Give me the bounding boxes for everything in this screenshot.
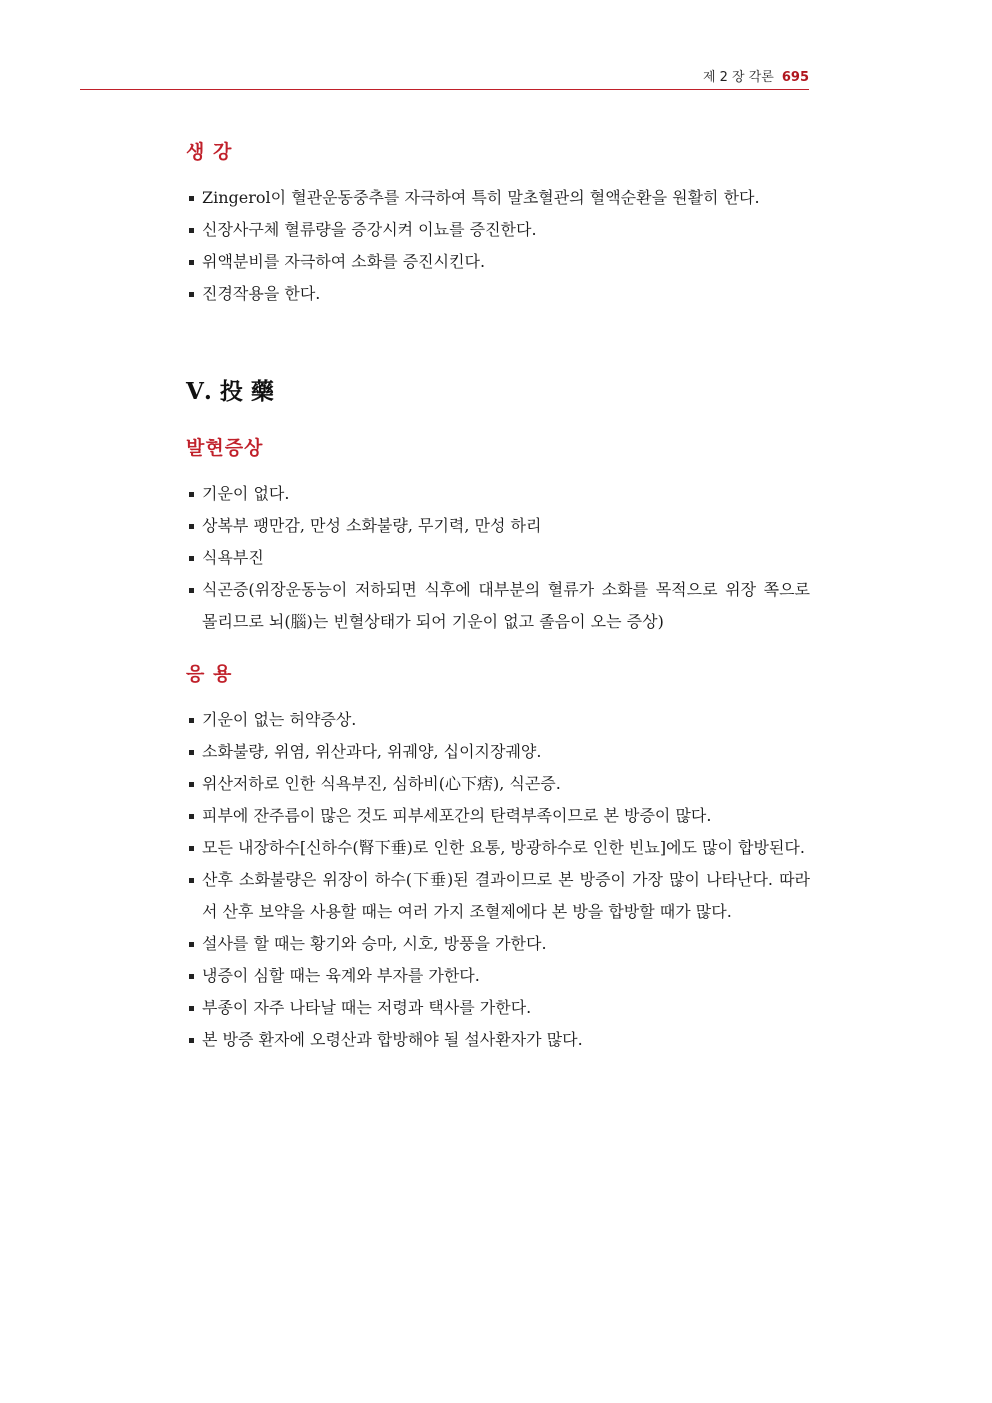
list-item: 진경작용을 한다. bbox=[186, 278, 810, 310]
list-item: 식욕부진 bbox=[186, 542, 810, 574]
page-body bbox=[186, 134, 810, 1056]
list-item: 위산저하로 인한 식욕부진, 심하비(心下痞), 식곤증. bbox=[186, 768, 810, 800]
ginger-list bbox=[186, 182, 810, 310]
list-item: 설사를 할 때는 황기와 승마, 시호, 방풍을 가한다. bbox=[186, 928, 810, 960]
symptoms-list bbox=[186, 478, 810, 638]
list-item: 부종이 자주 나타날 때는 저령과 택사를 가한다. bbox=[186, 992, 810, 1024]
list-item: 본 방증 환자에 오령산과 합방해야 될 설사환자가 많다. bbox=[186, 1024, 810, 1056]
list-item: 식곤증(위장운동능이 저하되면 식후에 대부분의 혈류가 소화를 목적으로 위장 쪽으로 몰리므로 뇌(腦)는 빈혈상태가 되어 기운이 없고 졸음이 오는 증상) bbox=[186, 574, 810, 638]
running-header bbox=[80, 64, 809, 88]
list-item: 신장사구체 혈류량을 증강시켜 이뇨를 증진한다. bbox=[186, 214, 810, 246]
section-title-symptoms: 발현증상 bbox=[186, 437, 264, 459]
list-item: 소화불량, 위염, 위산과다, 위궤양, 십이지장궤양. bbox=[186, 736, 810, 768]
list-item: 냉증이 심할 때는 육계와 부자를 가한다. bbox=[186, 960, 810, 992]
list-item: 피부에 잔주름이 많은 것도 피부세포간의 탄력부족이므로 본 방증이 많다. bbox=[186, 800, 810, 832]
page-number: 695 bbox=[781, 70, 809, 85]
header-divider bbox=[80, 89, 809, 90]
header-text bbox=[703, 66, 809, 85]
section-title-dosage: Ⅴ. 投 藥 bbox=[186, 378, 274, 405]
list-item: Zingerol이 혈관운동중추를 자극하여 특히 말초혈관의 혈액순환을 원활히 한다. bbox=[186, 182, 810, 214]
list-item: 모든 내장하수[신하수(腎下垂)로 인한 요통, 방광하수로 인한 빈뇨]에도 많이 합방된다. bbox=[186, 832, 810, 864]
list-item: 상복부 팽만감, 만성 소화불량, 무기력, 만성 하리 bbox=[186, 510, 810, 542]
application-list bbox=[186, 704, 810, 1056]
chapter-label: 제 2 장 각론 bbox=[702, 70, 774, 85]
list-item: 위액분비를 자극하여 소화를 증진시킨다. bbox=[186, 246, 810, 278]
list-item: 산후 소화불량은 위장이 하수(下垂)된 결과이므로 본 방증이 가장 많이 나타난다. 따라서 산후 보약을 사용할 때는 여러 가지 조혈제에다 본 방을 합방할 때가 많다. bbox=[186, 864, 810, 928]
section-title-ginger: 생 강 bbox=[186, 141, 233, 163]
list-item: 기운이 없는 허약증상. bbox=[186, 704, 810, 736]
section-title-application: 응 용 bbox=[186, 663, 233, 685]
list-item: 기운이 없다. bbox=[186, 478, 810, 510]
